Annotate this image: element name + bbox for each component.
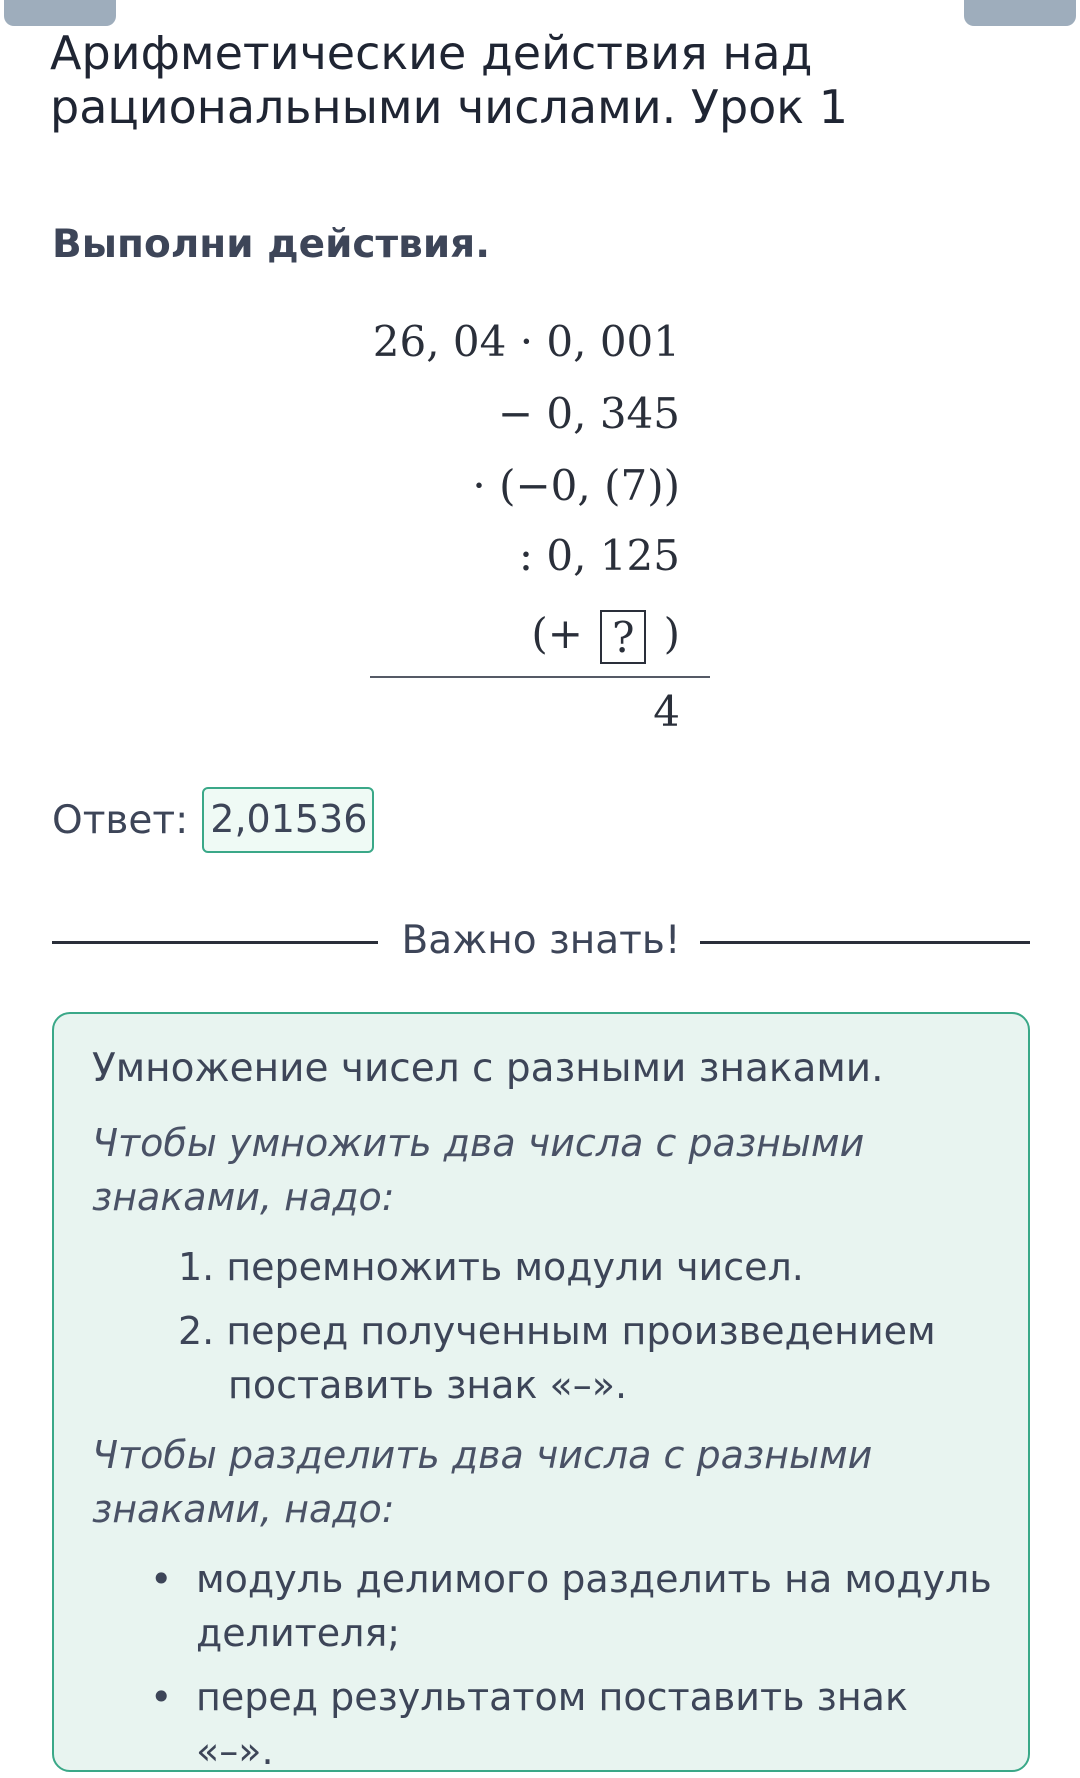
lesson-title: Арифметические действия над рациональными числами. Урок 1 <box>50 26 848 134</box>
division-step-text: модуль делимого разделить на модуль делителя; <box>196 1557 992 1655</box>
chain-step-3: · (−0, (7)) <box>472 461 680 510</box>
answer-input[interactable]: 2,01536 <box>202 787 374 853</box>
chain-step-5 <box>531 610 680 664</box>
task-heading: Выполни действия. <box>52 222 491 267</box>
multiplication-step: 2. перед полученным произведением поставить знак «–». <box>178 1309 936 1407</box>
chain-step-4: : 0, 125 <box>518 531 680 580</box>
chain-step-5-prefix: (+ <box>531 609 583 658</box>
divider-line-right <box>700 941 1030 944</box>
info-title: Умножение чисел с разными знаками. <box>92 1046 884 1091</box>
division-step-text: перед результатом поставить знак «–». <box>196 1675 908 1773</box>
answer-row <box>52 786 374 854</box>
chain-step-2: − 0, 345 <box>497 389 680 438</box>
division-steps <box>92 1552 992 1778</box>
multiplication-steps <box>92 1240 992 1412</box>
division-step <box>92 1670 992 1778</box>
result-rule <box>370 676 710 678</box>
important-divider <box>52 918 1030 978</box>
chain-step-1: 26, 04 · 0, 001 <box>372 317 680 366</box>
chain-result: 4 <box>653 687 680 736</box>
division-step <box>92 1552 992 1660</box>
bullet-icon: • <box>150 1557 173 1601</box>
important-label: Важно знать! <box>401 918 681 963</box>
chain-step-5-suffix: ) <box>663 609 680 658</box>
division-rule-intro: Чтобы разделить два числа с разными знаками, надо: <box>92 1433 873 1531</box>
multiplication-rule-intro: Чтобы умножить два числа с разными знаками, надо: <box>92 1121 865 1219</box>
answer-label: Ответ: <box>52 797 189 843</box>
divider-line-left <box>52 941 378 944</box>
top-right-button[interactable] <box>964 0 1076 26</box>
unknown-number-box: ? <box>600 610 646 664</box>
top-left-button[interactable] <box>4 0 116 26</box>
multiplication-step: 1. перемножить модули чисел. <box>178 1245 804 1289</box>
bullet-icon: • <box>150 1675 173 1719</box>
important-info-box <box>52 1012 1030 1772</box>
